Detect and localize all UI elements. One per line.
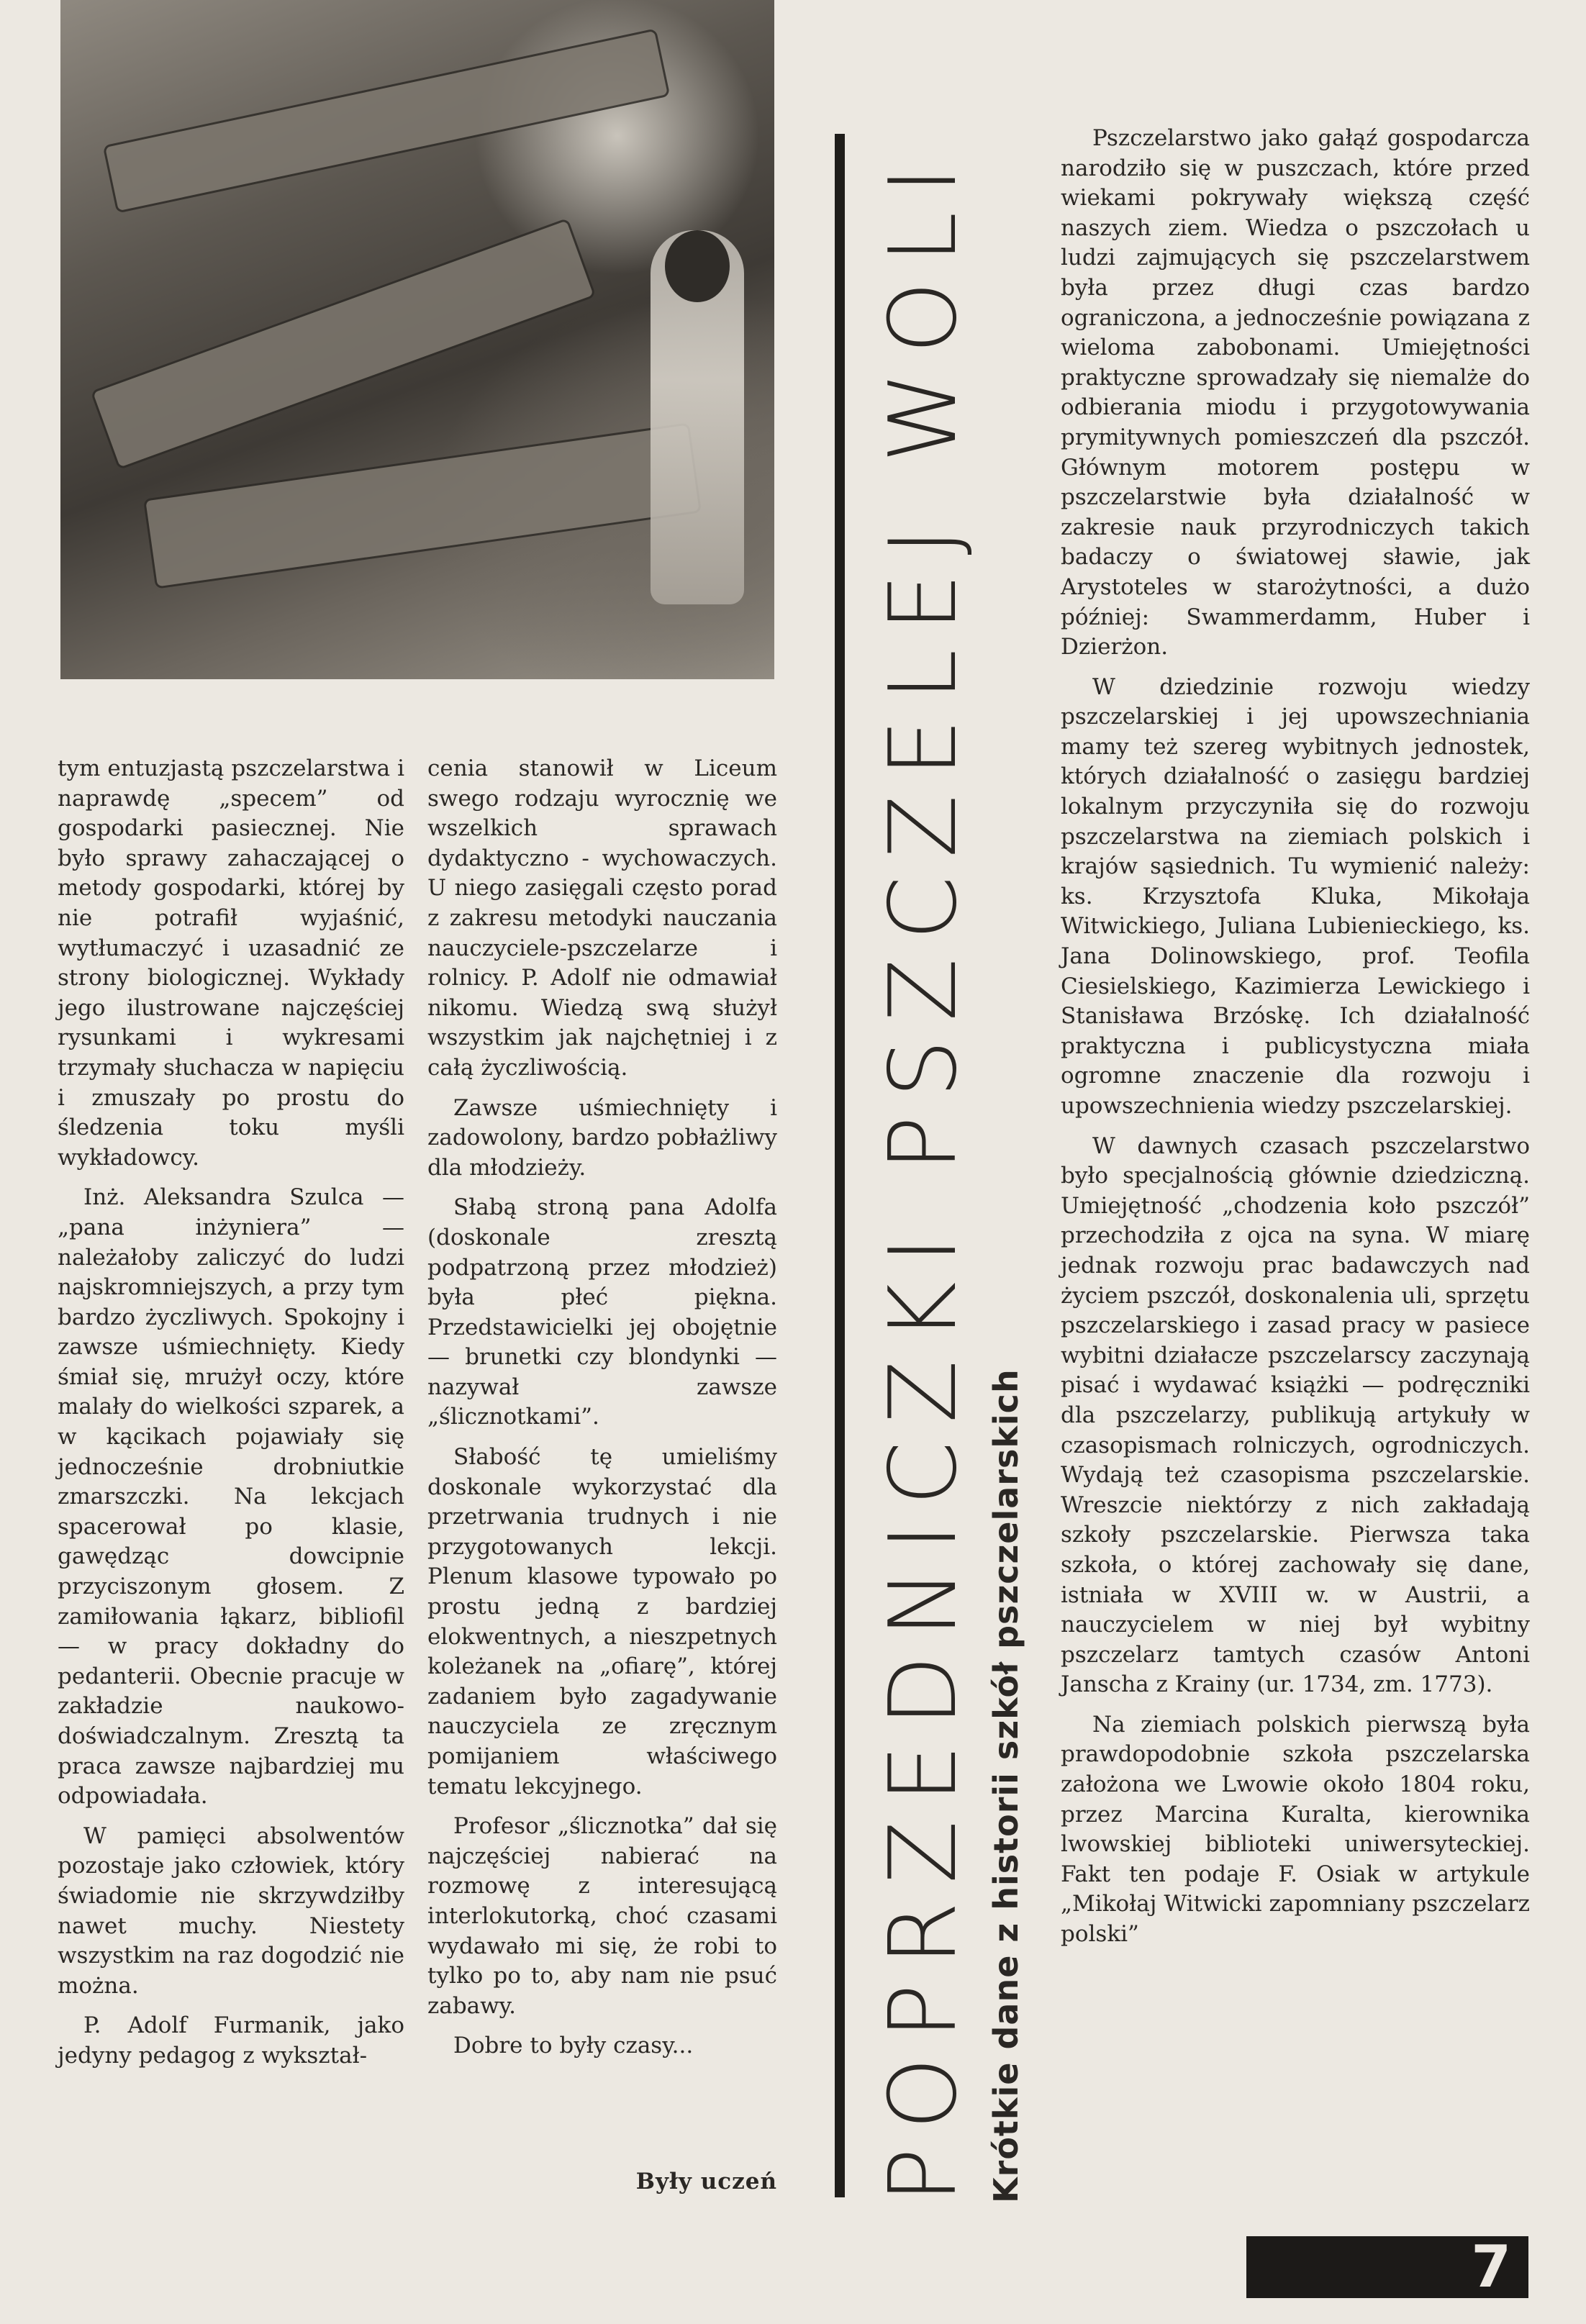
- beehive-photo: [60, 0, 774, 679]
- page-number: 7: [1471, 2233, 1511, 2300]
- column-right-paragraph: W dziedzinie rozwoju wiedzy pszczelarskiej i jej upowszechniania mamy też szereg wybitnych jednostek, których działalność o zasięgu bardziej lokalnym przyczyniła się do rozwoju pszczelarstwa na ziemiach polskich i krajów sąsiednich. Tu wymienić należy: ks. Krzysztofa Kluka, Mikołaja Witwickiego, Juliana Lubienieckiego, ks. Jana Dolinowskiego, prof. Teofila Ciesielskiego, Kazimierza Lewickiego i Stanisława Brzóskę. Ich działalność praktyczna i publicystyczna miała ogromne znaczenie dla rozwoju i upowszechnienia wiedzy pszczelarskiej.: [1061, 673, 1530, 1119]
- vertical-divider-rule: [835, 134, 845, 2197]
- page-number-bar: [1246, 2233, 1528, 2300]
- author-signature: Były uczeń: [635, 2169, 777, 2194]
- column-left-paragraph: W pamięci absolwentów pozostaje jako człowiek, który świadomie nie skrzywdziłby nawet muchy. Niestety wszystkim na raz dogodzić nie można.: [58, 1823, 404, 1999]
- log-beam-bottom: [143, 422, 702, 589]
- column-middle-paragraph: Dobre to były czasy...: [453, 2033, 694, 2059]
- column-left-paragraph: P. Adolf Furmanik, jako jedyny pedagog z wykształ-: [58, 2012, 404, 2069]
- log-beam-middle: [90, 218, 596, 470]
- column-right-paragraph: W dawnych czasach pszczelarstwo było specjalnością głównie dziedziczną. Umiejętność „chodzenia koło pszczół” przechodziła z ojca na syna. W miarę jednak rozwoju prac badawczych nad życiem pszczół, doskonalenia uli, sprzętu pszczelarskiego i zasad pracy w pasiece wybitni działacze pszczelarscy zaczynają pisać i wydawać książki — podręczniki dla pszczelarzy, publikują artykuły w czasopismach rolniczych, ogrodniczych. Wydają też czasopisma pszczelarskie. Wreszcie niektórzy z nich zakładają szkoły pszczelarskie. Pierwsza taka szkoła, o której zachowały się dane, istniała w XVIII w. w Austrii, a nauczycielem w niej był wybitny pszczelarz tamtych czasów Antoni Janscha z Krainy (ur. 1734, zm. 1773).: [1061, 1133, 1530, 1698]
- article-column-left: [58, 754, 404, 2082]
- column-left-paragraph: tym entuzjastą pszczelarstwa i naprawdę „specem” od gospodarki pasiecznej. Nie było sprawy zahaczającej o metody gospodarki, której by nie potrafił wyjaśnić, wytłumaczyć i uzasadnić ze strony biologicznej. Wykłady jego ilustrowane najczęściej rysunkami i wykresami trzymały słuchacza w napięciu i zmuszały po prostu do śledzenia toku myśli wykładowcy.: [58, 755, 404, 1171]
- column-right-paragraph: Pszczelarstwo jako gałąź gospodarcza narodziło się w puszczach, które przed wiekami pokrywały większą część naszych ziem. Wiedza o pszczołach u ludzi zajmujących się pszczelarstwem była przez długi czas bardzo ograniczona, a jednocześnie powiązana z wieloma zabobonami. Umiejętności praktyczne sprowadzały się niemalże do odbierania miodu i przygotowywania prymitywnych pomieszczeń dla pszczół. Głównym motorem postępu w pszczelarstwie była działalność w zakresie nauk przyrodniczych takich badaczy o światowej sławie, jak Arystoteles w starożytności, a dużo później: Swammerdamm, Huber i Dzierżon.: [1061, 125, 1530, 661]
- column-middle-paragraph: Słabość tę umieliśmy doskonale wykorzystać dla przetrwania trudnych i nie przygotowanych lekcji. Plenum klasowe typowało po prostu jedną z bardziej elokwentnych, a nieszpetnych koleżanek na „ofiarę”, której zadaniem było zagadywanie nauczyciela ze zręcznym pomijaniem właściwego tematu lekcyjnego.: [427, 1444, 777, 1799]
- column-middle-paragraph: Słabą stroną pana Adolfa (doskonale zresztą podpatrzoną przez młodzież) była płeć piękna. Przedstawicielki jej obojętnie — brunetki czy blondynki — nazywał zawsze „ślicznotkami”.: [427, 1194, 777, 1430]
- column-middle-paragraph: Profesor „ślicznotka” dał się najczęściej nabierać na rozmowę z interesującą interlokutorką, choć czasami wydawało mi się, że robi to tylko po to, aby nam nie psuć zabawy.: [427, 1813, 777, 2019]
- column-middle-paragraph: Zawsze uśmiechnięty i zadowolony, bardzo pobłażliwy dla młodzieży.: [427, 1094, 777, 1181]
- article-column-middle: [427, 754, 777, 2071]
- column-middle-paragraph: cenia stanowił w Liceum swego rodzaju wyrocznię we wszelkich sprawach dydaktyczno - wychowaczych. U niego zasięgali często porad z zakresu metodyki nauczania nauczyciele-pszczelarze i rolnicy. P. Adolf nie odmawiał nikomu. Wiedzą swą służył wszystkim jak najchętniej i z całą życzliwością.: [427, 755, 777, 1081]
- article-subtitle: Krótkie dane z historii szkół pszczelarskich: [987, 1368, 1025, 2203]
- column-right-paragraph: Na ziemiach polskich pierwszą była prawdopodobnie szkoła pszczelarska założona we Lwowie około 1804 roku, przez Marcina Kuralta, kierownika lwowskiej biblioteki uniwersyteckiej. Fakt ten podaje F. Osiak w artykule „Mikołaj Witwicki zapomniany pszczelarz polski”: [1061, 1711, 1530, 1948]
- article-column-right: [1061, 124, 1530, 1960]
- person-head: [665, 230, 730, 302]
- article-title: POPRZEDNICZKI PSZCZELEJ WOLI: [870, 148, 977, 2203]
- column-left-paragraph: Inż. Aleksandra Szulca — „pana inżyniera” — należałoby zaliczyć do ludzi najskromniejszych, a przy tym bardzo życzliwych. Spokojny i zawsze uśmiechnięty. Kiedy śmiał się, mrużył oczy, które malały do wielkości szparek, a w kącikach pojawiały się jednocześnie drobniutkie zmarszczki. Na lekcjach spacerował po klasie, gawędząc dowcipnie przyciszonym głosem. Z zamiłowania łąkarz, bibliofil — w pracy dokładny do pedanterii. Obecnie pracuje w zakładzie naukowo-doświadczalnym. Zresztą ta praca zawsze najbardziej mu odpowiadała.: [58, 1184, 404, 1810]
- log-beam-top: [103, 28, 671, 213]
